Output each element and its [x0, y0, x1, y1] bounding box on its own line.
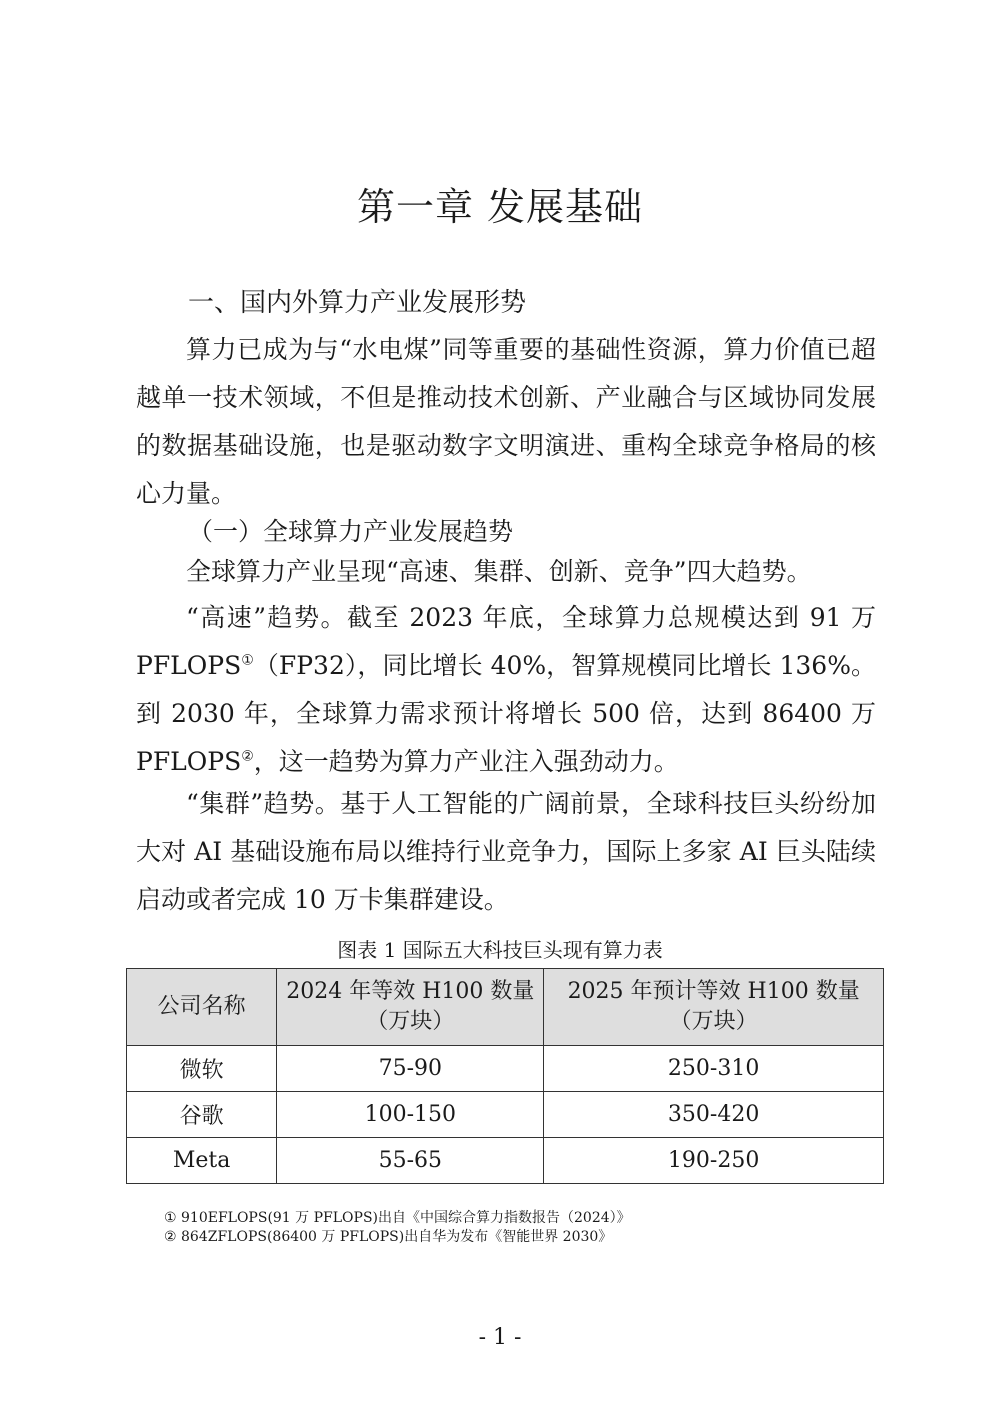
sub-heading: （一）全球算力产业发展趋势 [188, 517, 514, 546]
cell-2025: 190-250 [544, 1138, 884, 1184]
cluster-trend-paragraph: “集群”趋势。基于人工智能的广阔前景，全球科技巨头纷纷加大对 AI 基础设施布局以维持行业竞争力，国际上多家 AI 巨头陆续启动或者完成 10 万卡集群建设。 [136, 789, 876, 914]
speed-trend-paragraph [136, 594, 876, 786]
footnote-1: ① 910EFLOPS(91 万 PFLOPS)出自《中国综合算力指数报告（2024）》 [164, 1210, 631, 1226]
header-2024-h100: 2024 年等效 H100 数量（万块） [277, 969, 544, 1046]
cell-2025: 250-310 [544, 1046, 884, 1092]
cell-company: 谷歌 [127, 1092, 277, 1138]
chapter-title: 第一章 发展基础 [356, 185, 644, 229]
footnote-ref-1: ① [241, 652, 254, 669]
footnote-ref-2: ② [241, 748, 254, 765]
cell-2024: 100-150 [277, 1092, 544, 1138]
speed-trend-text-3: ，这一趋势为算力产业注入强劲动力。 [253, 747, 679, 776]
header-2025-h100: 2025 年预计等效 H100 数量（万块） [544, 969, 884, 1046]
speed-trend-text-2: （FP32），同比增长 40%，智算规模同比增长 136%。到 2030 年，全球算力需求预计将增长 500 倍，达到 86400 万 PFLOPS [136, 651, 876, 776]
trend-summary-paragraph: 全球算力产业呈现“高速、集群、创新、竞争”四大趋势。 [186, 557, 812, 586]
cell-2024: 75-90 [277, 1046, 544, 1092]
header-company: 公司名称 [127, 969, 277, 1046]
intro-paragraph: 算力已成为与“水电煤”同等重要的基础性资源，算力价值已超越单一技术领域，不但是推动技术创新、产业融合与区域协同发展的数据基础设施，也是驱动数字文明演进、重构全球竞争格局的核心力量。 [136, 335, 876, 508]
cell-2024: 55-65 [277, 1138, 544, 1184]
speed-trend-text-1: “高速”趋势。截至 2023 年底，全球算力总规模达到 91 万 PFLOPS [136, 603, 876, 680]
footnote-2: ② 864ZFLOPS(86400 万 PFLOPS)出自华为发布《智能世界 2030》 [164, 1229, 613, 1245]
table-header-row [127, 969, 884, 1046]
table-caption: 图表 1 国际五大科技巨头现有算力表 [337, 938, 663, 962]
table-row [127, 1138, 884, 1184]
cell-2025: 350-420 [544, 1092, 884, 1138]
page-number: - 1 - [478, 1325, 522, 1350]
table-row [127, 1092, 884, 1138]
footnotes [164, 1209, 631, 1247]
cell-company: Meta [127, 1138, 277, 1184]
compute-table [126, 968, 884, 1184]
section-heading: 一、国内外算力产业发展形势 [188, 288, 527, 318]
table-row [127, 1046, 884, 1092]
cell-company: 微软 [127, 1046, 277, 1092]
